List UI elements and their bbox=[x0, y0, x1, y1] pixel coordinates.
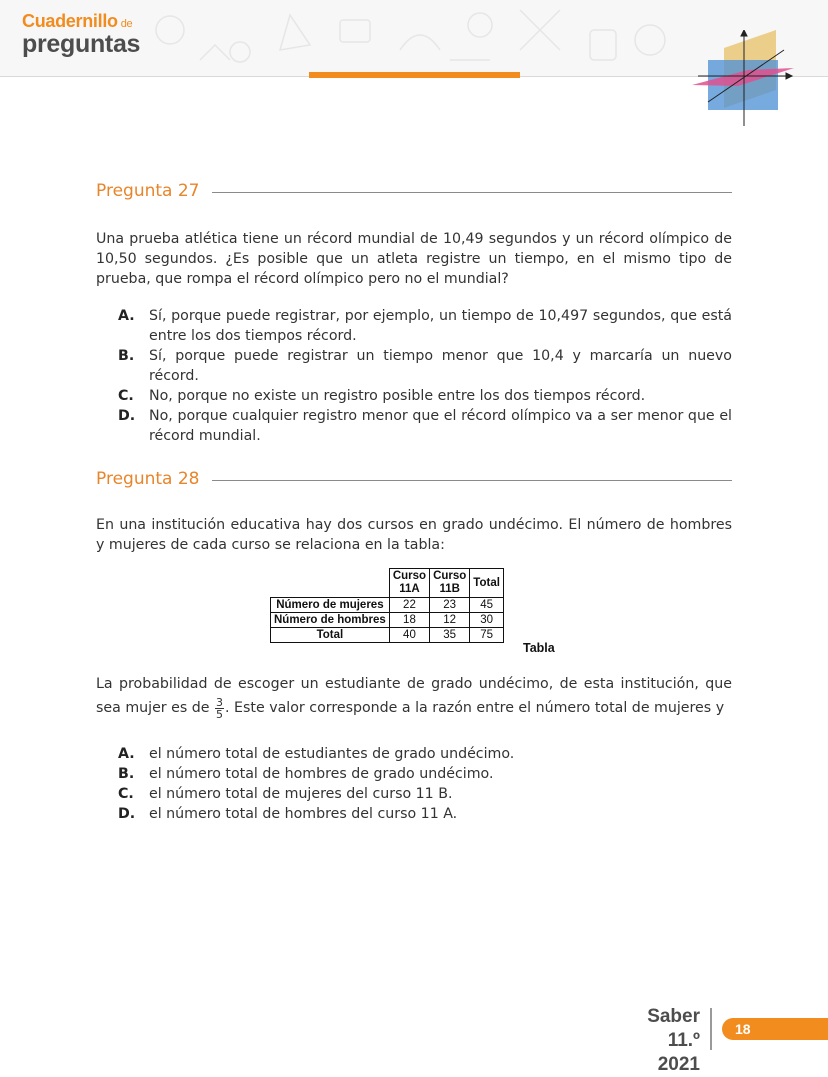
doodle-pattern bbox=[130, 0, 690, 76]
question-28-options bbox=[118, 744, 732, 824]
option-letter: A. bbox=[118, 308, 135, 324]
col-header-line: Curso bbox=[433, 570, 467, 582]
footer-year: 2021 bbox=[657, 1054, 700, 1075]
col-header-11a bbox=[389, 569, 429, 598]
fraction-numerator: 3 bbox=[216, 695, 224, 709]
option-letter: C. bbox=[118, 388, 134, 404]
footer-divider bbox=[710, 1008, 712, 1050]
option-c[interactable] bbox=[118, 386, 732, 406]
question-27-options bbox=[118, 306, 732, 446]
question-27-stem: Una prueba atlética tiene un récord mundial de 10,49 segundos y un récord olímpico de 10,50 segundos. ¿Es posible que un atleta registre un tiempo, en el mismo tipo de prueba, que rompa el récord olímpico pero no el mundial? bbox=[96, 231, 732, 287]
page-number: 18 bbox=[735, 1021, 751, 1037]
brand-subtitle: preguntas bbox=[22, 30, 141, 58]
3d-axes-icon bbox=[688, 30, 798, 126]
option-letter: B. bbox=[118, 348, 135, 364]
cell: 40 bbox=[389, 628, 429, 643]
fraction bbox=[215, 697, 224, 720]
question-28-prompt bbox=[96, 672, 732, 720]
footer-saber: Saber 11.º bbox=[647, 1006, 700, 1051]
col-header-line: Curso bbox=[392, 570, 427, 582]
data-table bbox=[270, 568, 504, 643]
option-text: el número total de estudiantes de grado undécimo. bbox=[149, 746, 515, 762]
option-text: Sí, porque puede registrar un tiempo menor que 10,4 y marcaría un nuevo récord. bbox=[149, 348, 732, 384]
row-label: Número de mujeres bbox=[271, 598, 390, 613]
cell: 22 bbox=[389, 598, 429, 613]
cell: 30 bbox=[470, 613, 504, 628]
divider-line bbox=[212, 480, 733, 481]
col-header-total: Total bbox=[470, 569, 504, 598]
col-header-line: 11A bbox=[399, 583, 420, 595]
option-letter: D. bbox=[118, 806, 136, 822]
option-letter: D. bbox=[118, 408, 136, 424]
option-letter: C. bbox=[118, 786, 134, 802]
option-c[interactable] bbox=[118, 784, 732, 804]
fraction-denominator: 5 bbox=[216, 707, 224, 721]
header-accent-bar bbox=[309, 72, 520, 78]
question-27-header bbox=[96, 181, 732, 201]
option-text: Sí, porque puede registrar, por ejemplo, un tiempo de 10,497 segundos, que está entre los dos tiempos récord. bbox=[149, 308, 732, 344]
option-text: el número total de mujeres del curso 11 B. bbox=[149, 786, 453, 802]
col-header-11b bbox=[430, 569, 470, 598]
table-header-row bbox=[271, 569, 504, 598]
option-letter: A. bbox=[118, 746, 135, 762]
option-a[interactable] bbox=[118, 744, 732, 764]
cell: 35 bbox=[430, 628, 470, 643]
question-28-header bbox=[96, 469, 732, 489]
table-row bbox=[271, 628, 504, 643]
table-corner bbox=[271, 569, 390, 598]
option-b[interactable] bbox=[118, 764, 732, 784]
option-text: el número total de hombres del curso 11 A. bbox=[149, 806, 458, 822]
brand-logo bbox=[22, 12, 140, 57]
brand-de: de bbox=[120, 18, 133, 30]
option-d[interactable] bbox=[118, 406, 732, 446]
row-label: Número de hombres bbox=[271, 613, 390, 628]
cell: 12 bbox=[430, 613, 470, 628]
question-28-stem: En una institución educativa hay dos cursos en grado undécimo. El número de hombres y mujeres de cada curso se relaciona en la tabla: bbox=[96, 517, 732, 553]
option-a[interactable] bbox=[118, 306, 732, 346]
option-text: No, porque no existe un registro posible entre los dos tiempos récord. bbox=[149, 388, 646, 404]
row-label: Total bbox=[271, 628, 390, 643]
cell: 23 bbox=[430, 598, 470, 613]
table-caption: Tabla bbox=[523, 641, 555, 655]
brand-title: Cuadernillo bbox=[22, 11, 118, 31]
cell: 75 bbox=[470, 628, 504, 643]
option-letter: B. bbox=[118, 766, 135, 782]
table-row bbox=[271, 598, 504, 613]
option-d[interactable] bbox=[118, 804, 732, 824]
divider-line bbox=[212, 192, 733, 193]
question-28-title: Pregunta 28 bbox=[96, 469, 200, 489]
col-header-line: 11B bbox=[439, 583, 460, 595]
cell: 45 bbox=[470, 598, 504, 613]
table-row bbox=[271, 613, 504, 628]
option-text: No, porque cualquier registro menor que el récord olímpico va a ser menor que el récord mundial. bbox=[149, 408, 732, 444]
option-b[interactable] bbox=[118, 346, 732, 386]
cell: 18 bbox=[389, 613, 429, 628]
prompt-text: La probabilidad de escoger un estudiante de grado undécimo, de esta institución, que sea mujer es de bbox=[96, 676, 732, 716]
prompt-text: . Este valor corresponde a la razón entre el número total de mujeres y bbox=[225, 700, 725, 716]
option-text: el número total de hombres de grado undécimo. bbox=[149, 766, 494, 782]
question-27-title: Pregunta 27 bbox=[96, 181, 200, 201]
footer-exam-name bbox=[612, 1005, 700, 1077]
